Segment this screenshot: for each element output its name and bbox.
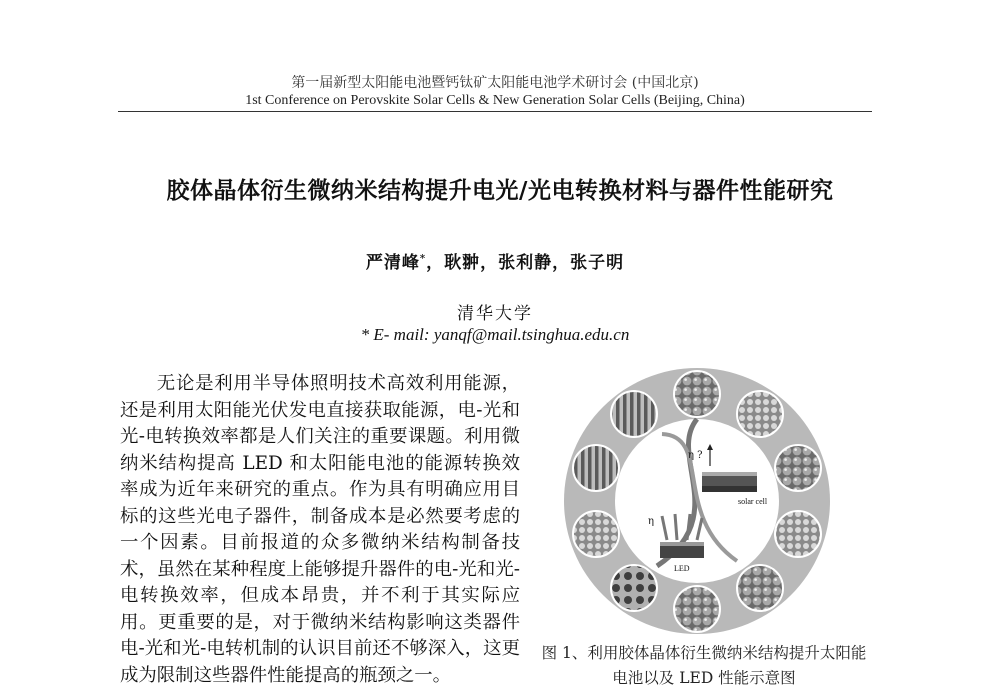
abstract-paragraph: 无论是利用半导体照明技术高效利用能源，还是利用太阳能光伏发电直接获取能源，电-光和光-电转换效率都是人们关注的重要课题。利用微纳米结构提高 LED 和太阳能电池的能源转换效率成为近年来研究的重点。作为具有明确应用目标的这些光电子器件，制备成本是必然要考虑的一个因素。目前报道的众多微纳米结构制备技术，虽然在某种程度上能够提升器件的电-光和光-电转换效率，但成本昂贵，并不利于其实际应用。更重要的是，对于微纳米结构影响这类器件电-光和光-电转机制的认识目前还不够深入，这更成为限制这些器件性能提高的瓶颈之一。 xyxy=(120,373,520,684)
sem-image-10 xyxy=(611,391,657,437)
sem-image-2 xyxy=(737,391,783,437)
eta-question-label: η ? xyxy=(688,450,703,461)
solar-cell-label: solar cell xyxy=(738,497,768,506)
author-first: 严清峰 xyxy=(365,253,420,273)
sem-image-9 xyxy=(573,445,619,491)
paper-title: 胶体晶体衍生微纳米结构提升电光/光电转换材料与器件性能研究 xyxy=(166,178,834,204)
header-rule xyxy=(118,111,872,112)
eta-label: η xyxy=(648,516,654,527)
figure-diagram xyxy=(562,366,832,636)
author-others: ，耿翀，张利静，张子明 xyxy=(426,253,625,273)
sem-image-6 xyxy=(674,586,720,632)
email-line: * E- mail: yanqf@mail.tsinghua.edu.cn xyxy=(360,325,630,344)
sem-image-5 xyxy=(737,565,783,611)
conference-header xyxy=(118,74,872,110)
sem-image-3 xyxy=(775,445,821,491)
conference-name-en: 1st Conference on Perovskite Solar Cells & New Generation Solar Cells (Beijing, China) xyxy=(245,93,745,108)
sem-image-4 xyxy=(775,511,821,557)
affiliation: 清华大学 xyxy=(457,304,533,324)
conference-name-cn: 第一届新型太阳能电池暨钙钛矿太阳能电池学术研讨会 (中国北京) xyxy=(291,75,699,91)
author-list xyxy=(0,248,990,273)
corresponding-mark: * xyxy=(419,253,427,265)
sem-image-1 xyxy=(674,371,720,417)
sem-image-7 xyxy=(611,565,657,611)
figure-caption: 图 1、利用胶体晶体衍生微纳米结构提升太阳能电池以及 LED 性能示意图 xyxy=(541,644,867,687)
sem-image-8 xyxy=(573,511,619,557)
led-label: LED xyxy=(674,564,690,573)
